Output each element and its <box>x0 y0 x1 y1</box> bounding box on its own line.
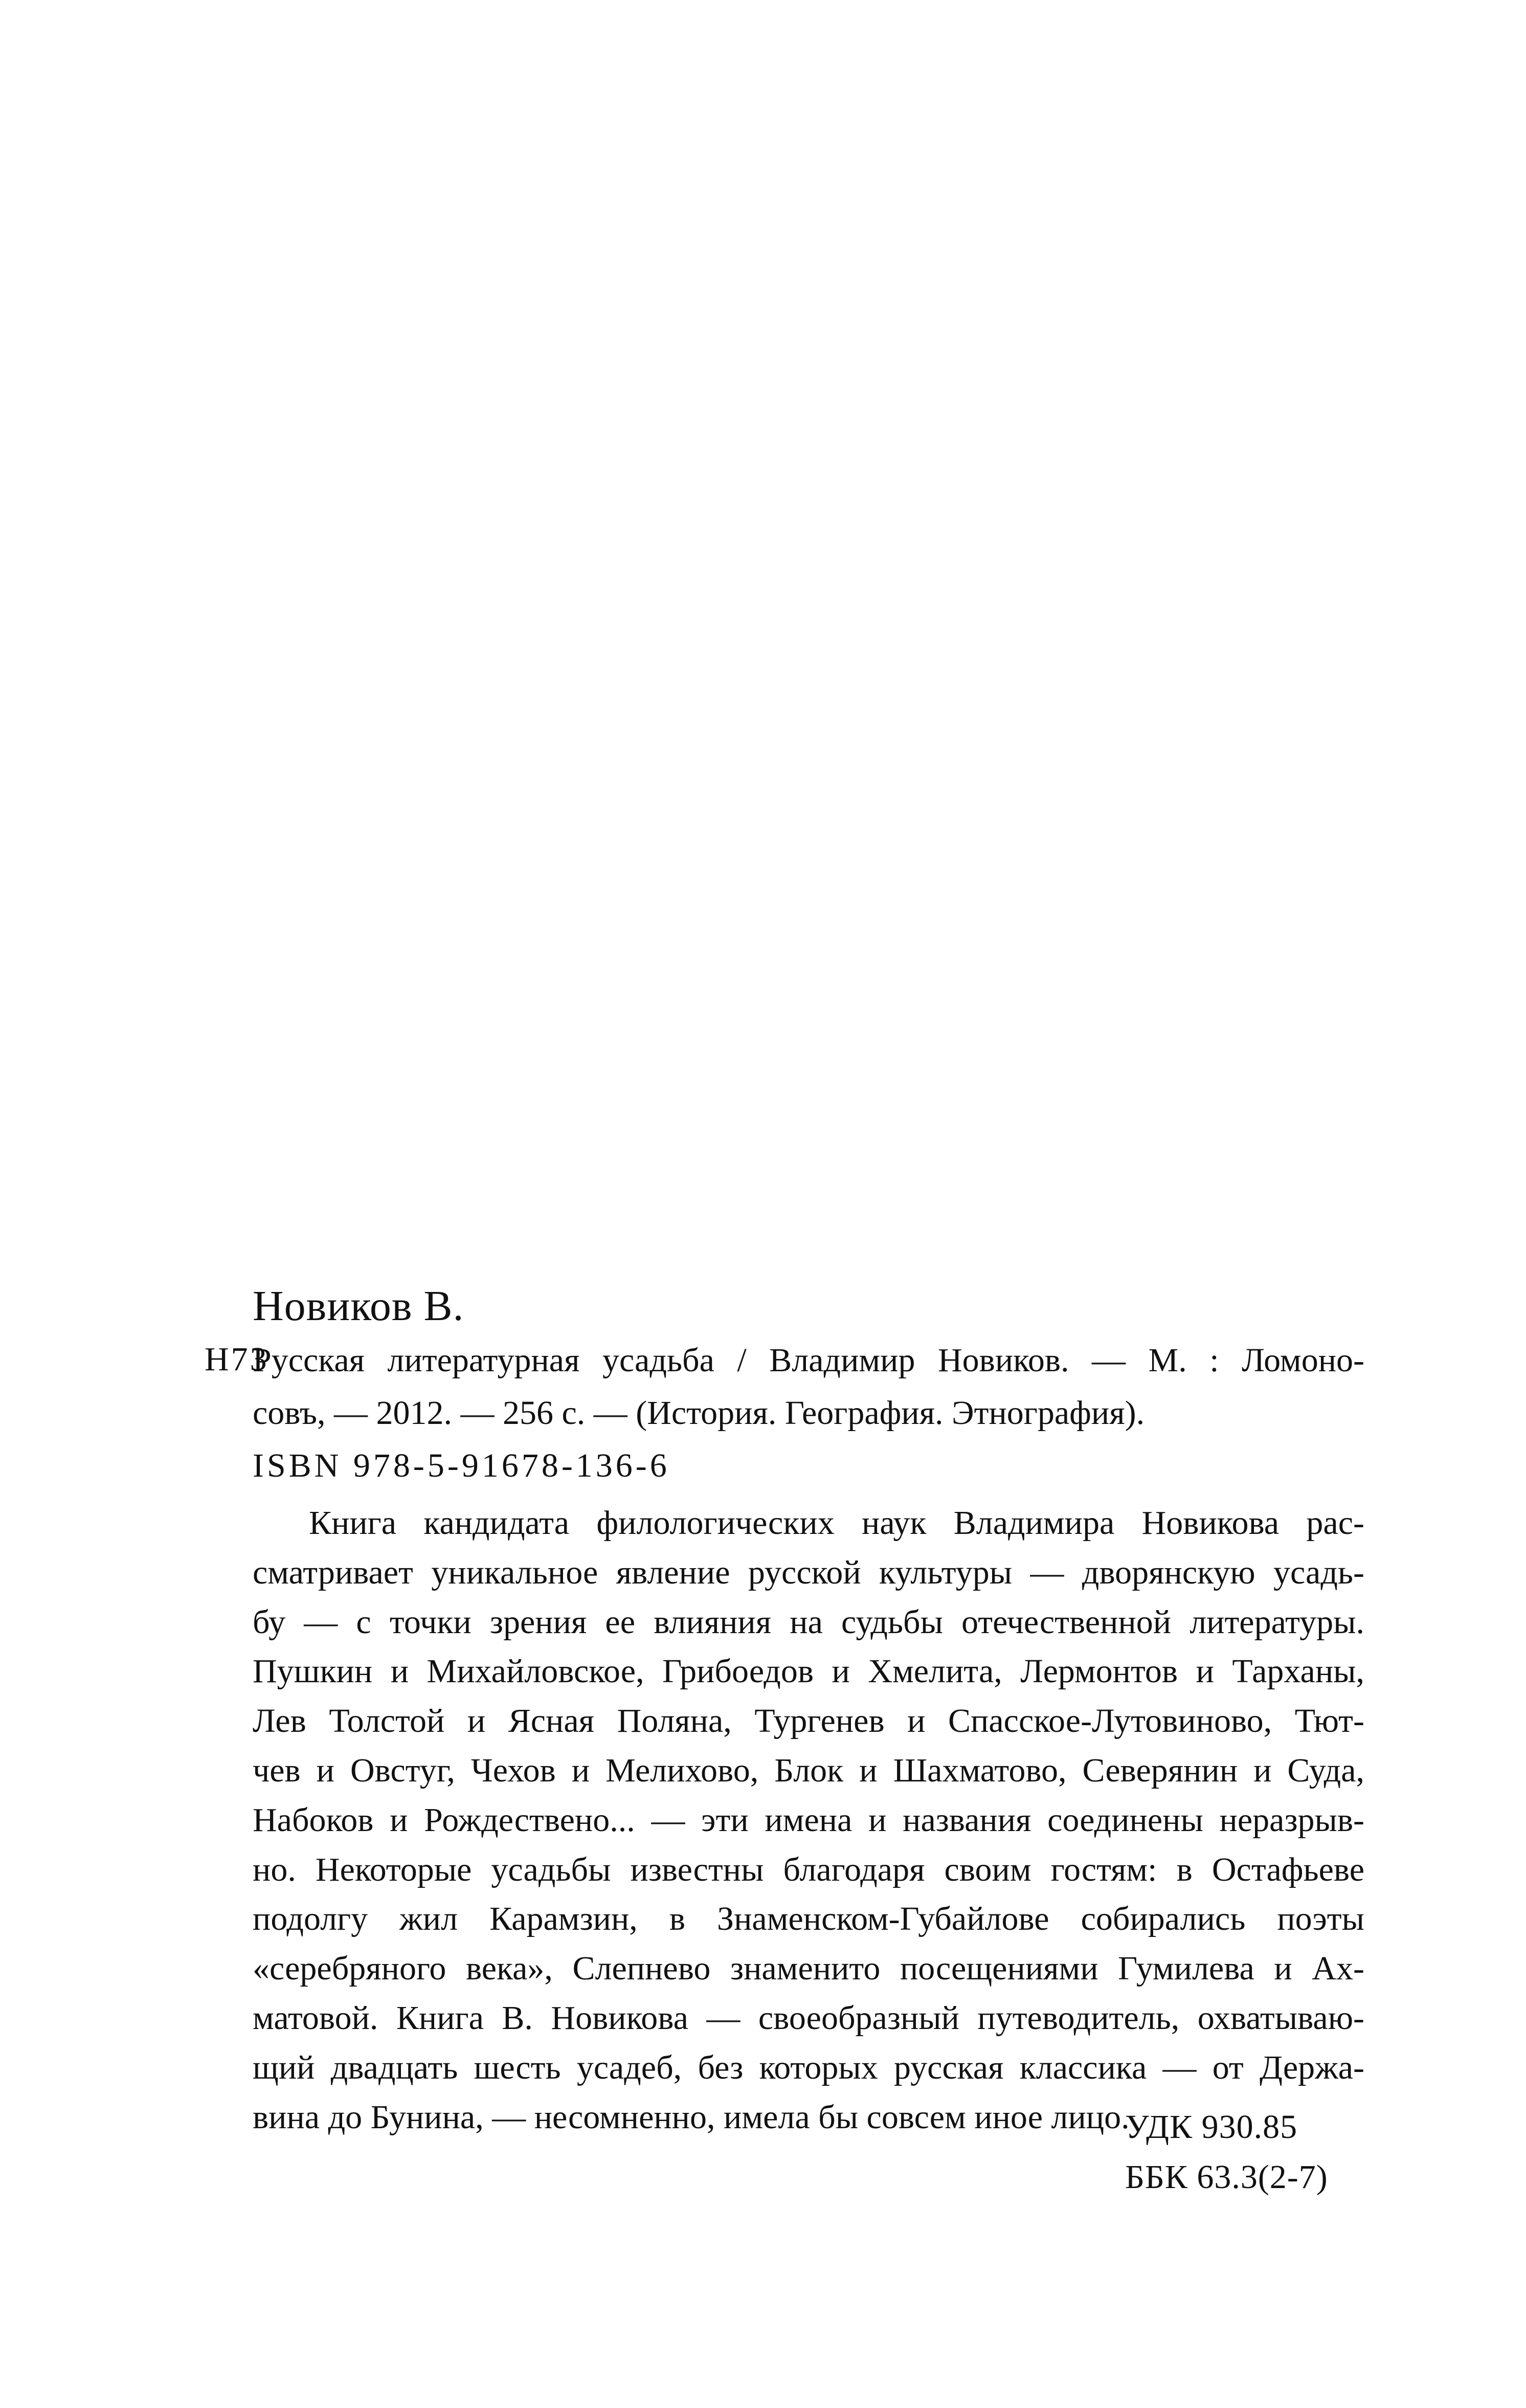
udk-code: УДК 930.85 <box>1125 2108 1298 2146</box>
annotation-line: но. Некоторые усадьбы известны благодаря своим гостям: в Остафьеве <box>253 1850 1364 1888</box>
annotation-line: чев и Овстуг, Чехов и Мелихово, Блок и Шахматово, Северянин и Суда, <box>253 1751 1364 1789</box>
bib-line: совъ, — 2012. — 256 с. — (История. География. Этнография). <box>253 1394 1145 1432</box>
annotation-line: подолгу жил Карамзин, в Знаменском-Губайлове собирались поэты <box>253 1900 1364 1938</box>
author-code: Н73 <box>205 1341 269 1378</box>
annotation-line: Книга кандидата филологических наук Владимира Новикова рас- <box>309 1504 1364 1542</box>
annotation-line: матовой. Книга В. Новикова — своеобразный путеводитель, охватываю- <box>253 1999 1364 2037</box>
bibliographic-description <box>253 1334 1364 1492</box>
annotation-line: Лев Толстой и Ясная Поляна, Тургенев и Спасское-Лутовиново, Тют- <box>253 1702 1364 1740</box>
annotation <box>253 1499 1364 2142</box>
annotation-line: Набоков и Рождествено... — эти имена и названия соединены неразрыв- <box>253 1801 1364 1839</box>
annotation-line: щий двадцать шесть усадеб, без которых русская классика — от Держа- <box>253 2048 1364 2086</box>
annotation-line: «серебряного века», Слепнево знаменито посещениями Гумилева и Ах- <box>253 1950 1364 1988</box>
annotation-line: вина до Бунина, — несомненно, имела бы совсем иное лицо. <box>253 2098 1130 2136</box>
isbn: ISBN 978-5-91678-136-6 <box>253 1447 670 1484</box>
bib-line: Русская литературная усадьба / Владимир Новиков. — М. : Ломоно- <box>253 1342 1364 1379</box>
classification-codes <box>1125 2102 1328 2202</box>
author-heading: Новиков В. <box>253 1282 464 1330</box>
annotation-line: бу — с точки зрения ее влияния на судьбы отечественной литературы. <box>253 1603 1364 1641</box>
annotation-line: сматривает уникальное явление русской культуры — дворянскую усадь- <box>253 1553 1364 1591</box>
bbk-code: ББК 63.3(2-7) <box>1125 2158 1328 2196</box>
annotation-line: Пушкин и Михайловское, Грибоедов и Хмелита, Лермонтов и Тарханы, <box>253 1653 1364 1690</box>
